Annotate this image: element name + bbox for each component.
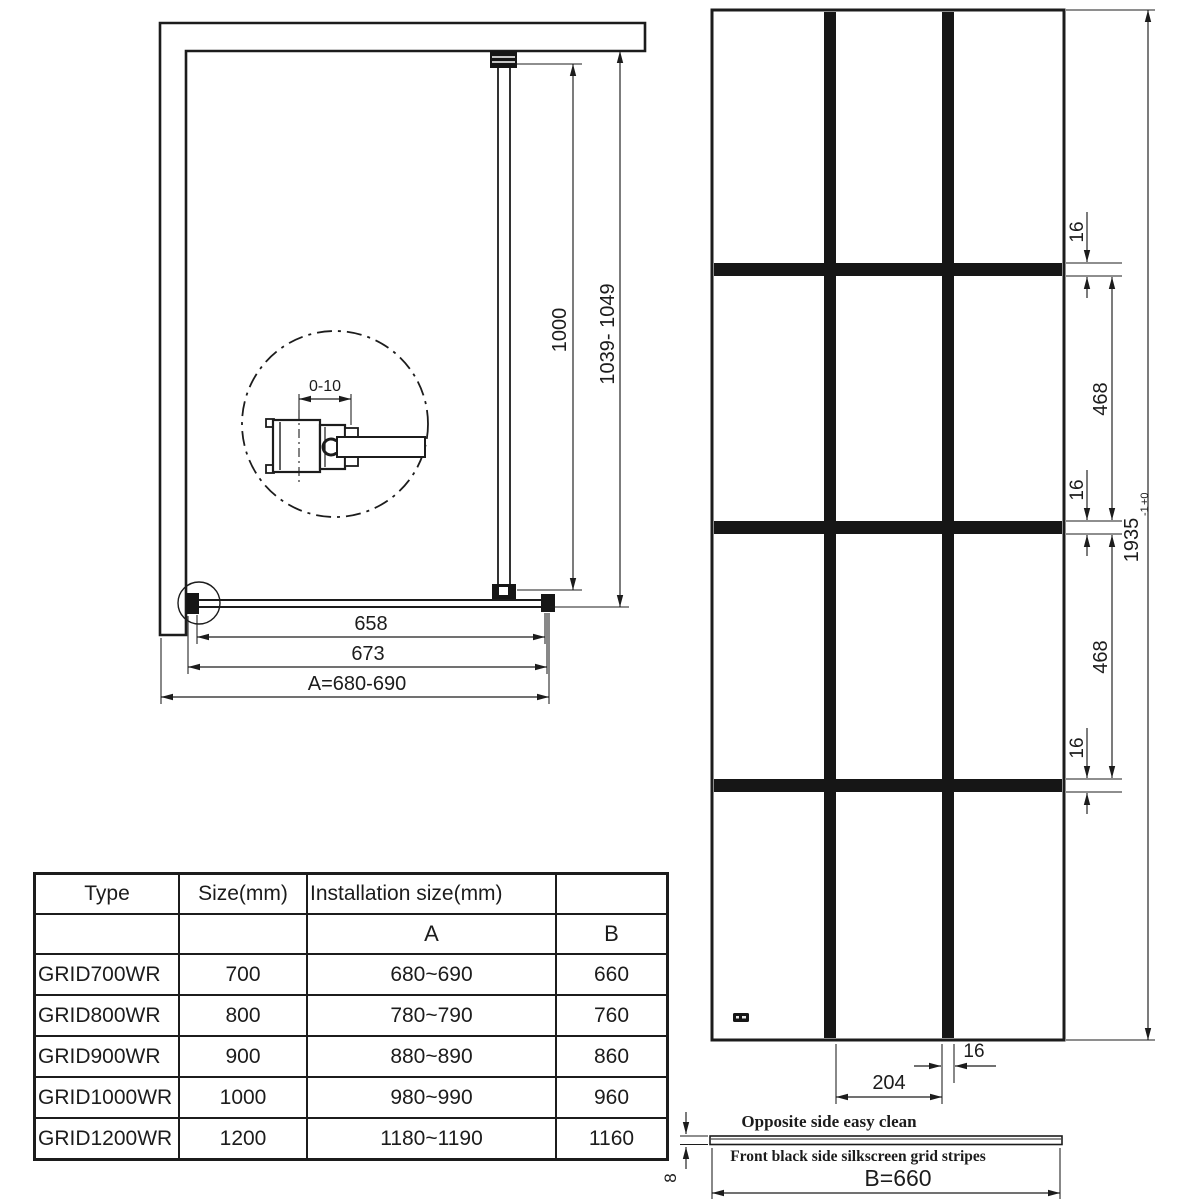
glass-edge-bar bbox=[710, 1136, 1062, 1145]
cell-install-a: 780~790 bbox=[307, 995, 556, 1036]
cell-size: 900 bbox=[179, 1036, 307, 1077]
dim-stripe-2-text: 16 bbox=[1067, 479, 1088, 501]
dim-pane-2-text: 468 bbox=[1090, 640, 1112, 674]
subheader-empty-1 bbox=[35, 914, 180, 954]
cell-install-a: 880~890 bbox=[307, 1036, 556, 1077]
dim-glass-width-text: 658 bbox=[354, 613, 388, 635]
table-header-row bbox=[35, 874, 668, 915]
spec-table bbox=[33, 872, 669, 1161]
cell-type: GRID1200WR bbox=[35, 1118, 180, 1160]
wall-profile bbox=[186, 593, 199, 614]
cell-install-b: 660 bbox=[556, 954, 668, 995]
dim-profile-width-text: 673 bbox=[351, 643, 385, 665]
subheader-empty-2 bbox=[179, 914, 307, 954]
table-row bbox=[35, 1118, 668, 1160]
dim-support-length-text: 1000 bbox=[549, 307, 571, 353]
cell-size: 1000 bbox=[179, 1077, 307, 1118]
cell-install-a: 680~690 bbox=[307, 954, 556, 995]
cell-install-a: 980~990 bbox=[307, 1077, 556, 1118]
cell-size: 800 bbox=[179, 995, 307, 1036]
detail-glass-edge bbox=[337, 437, 425, 457]
dim-glass-thickness-text: 8 bbox=[661, 1173, 680, 1183]
plan-bottom-dims bbox=[161, 613, 549, 704]
cell-type: GRID900WR bbox=[35, 1036, 180, 1077]
cell-type: GRID800WR bbox=[35, 995, 180, 1036]
dim-stripe-1-text: 16 bbox=[1067, 221, 1088, 243]
plan-view bbox=[160, 23, 645, 704]
brand-logo bbox=[733, 1013, 749, 1022]
dim-stripe-bottom-text: 16 bbox=[963, 1041, 985, 1062]
dim-install-width-text: A=680-690 bbox=[307, 673, 407, 695]
dim-overall-height-text: 1935 bbox=[1121, 517, 1143, 563]
cell-install-b: 760 bbox=[556, 995, 668, 1036]
dim-pane-1-text: 468 bbox=[1090, 382, 1112, 416]
dim-tolerance-plus: +0 bbox=[1139, 492, 1151, 505]
cell-install-a: 1180~1190 bbox=[307, 1118, 556, 1160]
header-type: Type bbox=[35, 874, 180, 915]
dim-stripe-widths-right bbox=[1067, 212, 1088, 814]
table-row bbox=[35, 954, 668, 995]
table-row bbox=[35, 1077, 668, 1118]
dim-support-length bbox=[516, 64, 582, 590]
detail-circle bbox=[242, 331, 428, 517]
dim-pane-heights bbox=[1090, 277, 1112, 778]
end-cap bbox=[541, 594, 555, 612]
dim-panel-width-text: B=660 bbox=[864, 1165, 932, 1191]
dim-pane-width-text: 204 bbox=[872, 1072, 906, 1094]
dim-stripe-3-text: 16 bbox=[1067, 737, 1088, 759]
cell-install-b: 1160 bbox=[556, 1118, 668, 1160]
cell-size: 700 bbox=[179, 954, 307, 995]
subheader-b: B bbox=[556, 914, 668, 954]
label-back-side: Opposite side easy clean bbox=[741, 1112, 917, 1131]
cell-size: 1200 bbox=[179, 1118, 307, 1160]
wall-bracket bbox=[490, 51, 517, 68]
header-size: Size(mm) bbox=[179, 874, 307, 915]
dim-adjustment: 0-10 bbox=[308, 378, 342, 395]
subheader-a: A bbox=[307, 914, 556, 954]
label-front-side: Front black side silkscreen grid stripes bbox=[730, 1148, 986, 1165]
cell-install-b: 860 bbox=[556, 1036, 668, 1077]
dim-tolerance-minus: -1 bbox=[1139, 506, 1151, 516]
cell-install-b: 960 bbox=[556, 1077, 668, 1118]
front-bottom-dims bbox=[836, 1041, 996, 1104]
table-subheader-row bbox=[35, 914, 668, 954]
table-row bbox=[35, 1036, 668, 1077]
cell-type: GRID700WR bbox=[35, 954, 180, 995]
front-view bbox=[661, 10, 1155, 1199]
header-empty bbox=[556, 874, 668, 915]
glass-cross-section bbox=[661, 1112, 1062, 1199]
wall-section bbox=[160, 23, 645, 635]
header-install: Installation size(mm) bbox=[307, 874, 556, 915]
dim-overall-depth-text: 1039- 1049 bbox=[597, 283, 619, 385]
support-bar bbox=[490, 51, 517, 599]
cell-type: GRID1000WR bbox=[35, 1077, 180, 1118]
dim-overall-height bbox=[1121, 10, 1151, 1040]
table-row bbox=[35, 995, 668, 1036]
